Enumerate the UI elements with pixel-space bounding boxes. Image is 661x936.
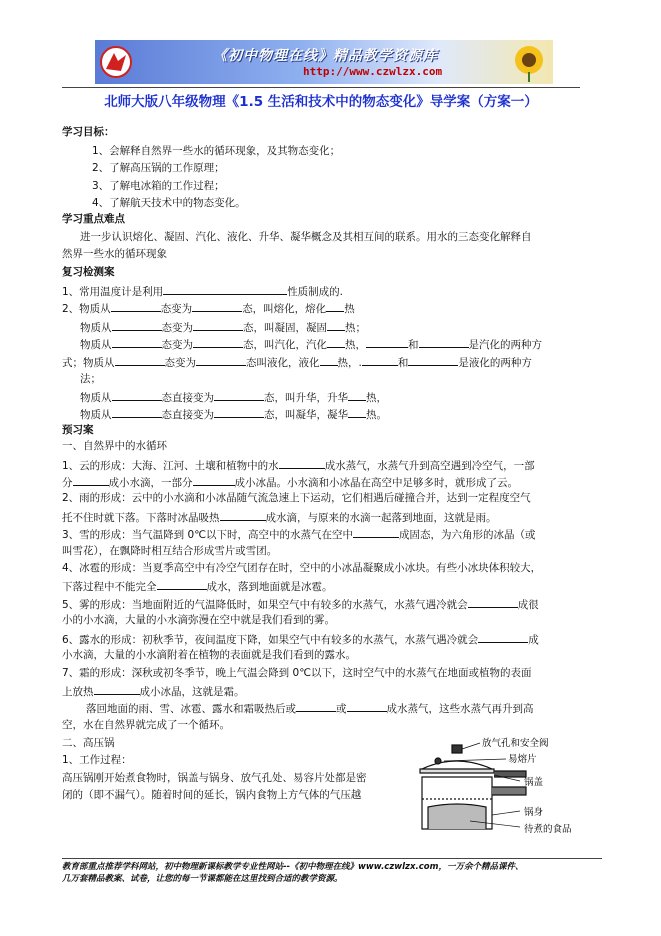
row-text: 和 <box>408 339 419 351</box>
review-q2-row3 <box>80 337 542 352</box>
goal-item: 4、了解航天技术中的物态变化。 <box>92 197 246 209</box>
preview-line <box>62 579 333 594</box>
row-text: 热， <box>366 392 387 404</box>
fill-blank[interactable] <box>347 701 387 712</box>
preview-line <box>62 632 539 647</box>
section-heading: 一、自然界中的水循环 <box>62 440 167 452</box>
text: 成小水滴，一部分 <box>108 477 193 489</box>
row-text: 和 <box>397 357 409 369</box>
preview-line <box>62 597 539 612</box>
fill-blank[interactable] <box>279 458 325 469</box>
keypoints-text: 进一步认识熔化、凝固、汽化、液化、升华、凝华概念及其相互间的联系。用水的三态变化解释自 <box>80 231 532 243</box>
preview-line <box>86 701 534 716</box>
fill-blank[interactable] <box>320 355 338 366</box>
text: 成水蒸气，水蒸气升到高空遇到冷空气，一部 <box>324 460 535 472</box>
row-text: 热。 <box>366 409 387 421</box>
keypoints-text: 然界一些水的循环现象 <box>62 248 167 260</box>
fill-blank[interactable] <box>112 407 162 418</box>
row-text: 态，叫升华，升华 <box>264 392 348 404</box>
fill-blank[interactable] <box>348 390 366 401</box>
row-text: 态变为 <box>160 303 193 315</box>
preview-line: 7、霜的形成：深秋或初冬季节，晚上气温会降到 0℃以下，这时空气中的水蒸气在地面或植物的表面 <box>62 667 532 679</box>
preview-line <box>62 684 245 699</box>
preview-line: 2、雨的形成：云中的小水滴和小冰晶随气流急速上下运动，它们相遇后碰撞合并，达到一定程度空气 <box>62 492 531 504</box>
fill-blank[interactable] <box>94 684 140 695</box>
site-banner <box>95 40 553 84</box>
text: 成很 <box>517 599 539 611</box>
fill-blank[interactable] <box>196 355 246 366</box>
label-food: 待煮的食品 <box>524 824 572 835</box>
label-fuse: 易熔片 <box>508 754 537 765</box>
row-text: 是液化的两种方 <box>458 357 532 369</box>
text: 5、雾的形成：当地面附近的气温降低时，如果空气中有较多的水蒸气，水蒸气遇冷就会 <box>62 599 468 611</box>
preview-line <box>62 510 497 525</box>
text: 6、露水的形成：初秋季节，夜间温度下降，如果空气中有较多的水蒸气，水蒸气遇冷就会 <box>62 634 479 646</box>
fill-blank[interactable] <box>327 337 345 348</box>
row-text: 态，叫凝华，凝华 <box>264 409 348 421</box>
fill-blank[interactable] <box>115 355 165 366</box>
fill-blank[interactable] <box>220 510 266 521</box>
header-rule <box>62 87 580 88</box>
row-text: 态变为 <box>161 339 193 351</box>
text: 3、雪的形成：当气温降到 0℃以下时，高空中的水蒸气在空中 <box>62 529 353 541</box>
row-text: 热 <box>344 303 355 315</box>
section-heading: 二、高压锅 <box>62 737 115 749</box>
q1-text-end: 性质制成的. <box>287 286 344 298</box>
fill-blank[interactable] <box>419 337 469 348</box>
review-q2-row1 <box>62 301 355 316</box>
review-heading: 复习检测案 <box>62 266 115 278</box>
fill-blank[interactable] <box>408 355 458 366</box>
text: 成小冰晶，这就是霜。 <box>139 686 245 698</box>
site-logo-icon <box>99 45 133 79</box>
preview-line: 小的小水滴，大量的小水滴弥漫在空中就是我们看到的雾。 <box>62 614 335 626</box>
review-q2-row5: 法； <box>80 373 101 385</box>
label-valve: 放气孔和安全阀 <box>482 738 549 749</box>
row-text: 热，. <box>337 357 362 369</box>
goal-item: 1、会解释自然界一些水的循环现象，及其物态变化； <box>92 145 341 157</box>
goal-item: 2、了解高压锅的工作原理； <box>92 162 225 174</box>
review-q2-row7 <box>80 407 387 422</box>
fill-blank[interactable] <box>193 337 243 348</box>
row-text: 物质从 <box>80 322 112 334</box>
sunflower-icon <box>507 42 551 82</box>
page-footer <box>62 861 622 885</box>
preview-line <box>62 458 535 473</box>
text: 成水蒸气，这些水蒸气再升到高 <box>386 703 534 715</box>
row-text: 态，叫熔化，熔化 <box>242 303 327 315</box>
fill-blank[interactable] <box>214 407 264 418</box>
fill-blank[interactable] <box>348 407 366 418</box>
fill-blank[interactable] <box>478 632 528 643</box>
label-body: 锅身 <box>524 807 544 818</box>
preview-line: 空，水在自然界就完成了一个循环。 <box>62 719 230 731</box>
preview-line: 4、冰雹的形成：当夏季高空中有冷空气团存在时，空中的小冰晶凝聚成小冰块。有些小冰块体积较大， <box>62 562 542 574</box>
review-q2-row6 <box>80 390 387 405</box>
preview-line: 叫雪花），在飘降时相互结合形成雪片或雪团。 <box>62 545 278 557</box>
text: 1、云的形成：大海、江河、土壤和植物中的水 <box>62 460 279 472</box>
text: 成水，落到地面就是冰雹。 <box>206 581 333 593</box>
fill-blank[interactable] <box>112 320 162 331</box>
q2-text: 2、物质从 <box>62 303 111 315</box>
goal-item: 3、了解电冰箱的工作过程； <box>92 180 225 192</box>
fill-blank[interactable] <box>468 597 518 608</box>
keypoints-heading: 学习重点难点 <box>62 213 125 225</box>
text: 成 <box>528 634 539 646</box>
pot-text: 闭的（即不漏气）。随着时间的延长，锅内食物上方气体的气压越 <box>62 789 362 801</box>
fill-blank[interactable] <box>327 320 345 331</box>
banner-title: 《初中物理在线》精品教学资源库 <box>213 48 438 64</box>
fill-blank[interactable] <box>112 337 162 348</box>
preview-line: 小水滴，大量的小水滴附着在植物的表面就是我们看到的露水。 <box>62 649 356 661</box>
preview-heading: 预习案 <box>62 424 94 436</box>
text: 成固态，为六角形的冰晶（或 <box>399 529 536 541</box>
goals-heading: 学习目标： <box>62 126 115 138</box>
text: 托不住时就下落。下落时冰晶吸热 <box>62 512 220 524</box>
pot-text: 高压锅刚开始煮食物时，锅盖与锅身、放气孔处、易容片处都是密 <box>62 772 367 784</box>
text: 下落过程中不能完全 <box>62 581 157 593</box>
footer-line: 几万套精品教案、试卷，让您的每一节课都能在这里找到合适的教学资源。 <box>62 874 343 884</box>
text: 落回地面的雨、雪、冰雹、露水和霜吸热后或 <box>86 703 296 715</box>
fill-blank[interactable] <box>296 701 336 712</box>
preview-line <box>62 475 518 490</box>
fill-blank[interactable] <box>193 475 235 486</box>
row-text: 物质从 <box>80 409 112 421</box>
row-text: 热； <box>345 322 366 334</box>
banner-url[interactable]: http://www.czwlzx.com <box>303 65 443 78</box>
review-q2-row2 <box>80 320 366 335</box>
row-text: 态变为 <box>161 322 193 334</box>
footer-line: 教育部重点推荐学科网站，初中物理新课标教学专业性网站--《初中物理在线》www.czwlzx.com，一万余个精品课件、 <box>62 862 524 872</box>
fill-blank[interactable] <box>112 390 162 401</box>
review-q2-row4 <box>62 355 532 370</box>
page-title: 北师大版八年级物理《1.5 生活和技术中的物态变化》导学案（方案一） <box>104 94 538 110</box>
fill-blank[interactable] <box>353 527 399 538</box>
preview-line <box>62 527 536 542</box>
fill-blank[interactable] <box>157 579 207 590</box>
text: 分 <box>62 477 73 489</box>
footer-rule <box>62 858 602 859</box>
text: 上放热 <box>62 686 94 698</box>
row-text: 态变为 <box>164 357 196 369</box>
row-text: 物质从 <box>80 339 112 351</box>
row-text: 热， <box>345 339 366 351</box>
row-text: 物质从 <box>80 392 112 404</box>
row-text: 态直接变为 <box>161 409 214 421</box>
q1-text: 1、常用温度计是利用 <box>62 286 164 298</box>
fill-blank[interactable] <box>73 475 109 486</box>
text: 或 <box>336 703 347 715</box>
label-lid: 锅盖 <box>524 777 544 788</box>
fill-blank[interactable] <box>214 390 264 401</box>
row-text: 态，叫汽化，汽化 <box>243 339 327 351</box>
row-text: 态，叫凝固，凝固 <box>243 322 327 334</box>
fill-blank[interactable] <box>193 320 243 331</box>
review-q1 <box>62 284 343 299</box>
row-text: 式；物质从 <box>62 357 115 369</box>
fill-blank[interactable] <box>326 301 344 312</box>
text: 成小冰晶。小水滴和小冰晶在高空中足够多时，就形成了云。 <box>234 477 518 489</box>
row-text: 是汽化的两种方 <box>468 339 542 351</box>
text: 成水滴，与原来的水滴一起落到地面，这就是雨。 <box>265 512 497 524</box>
fill-blank[interactable] <box>362 355 398 366</box>
fill-blank[interactable] <box>366 337 408 348</box>
row-text: 态直接变为 <box>161 392 214 404</box>
pressure-cooker-diagram <box>408 737 596 841</box>
fill-blank[interactable] <box>111 301 161 312</box>
fill-blank[interactable] <box>163 284 287 295</box>
sub-heading: 1、工作过程： <box>62 754 132 766</box>
row-text: 态叫液化，液化 <box>246 357 320 369</box>
fill-blank[interactable] <box>192 301 242 312</box>
